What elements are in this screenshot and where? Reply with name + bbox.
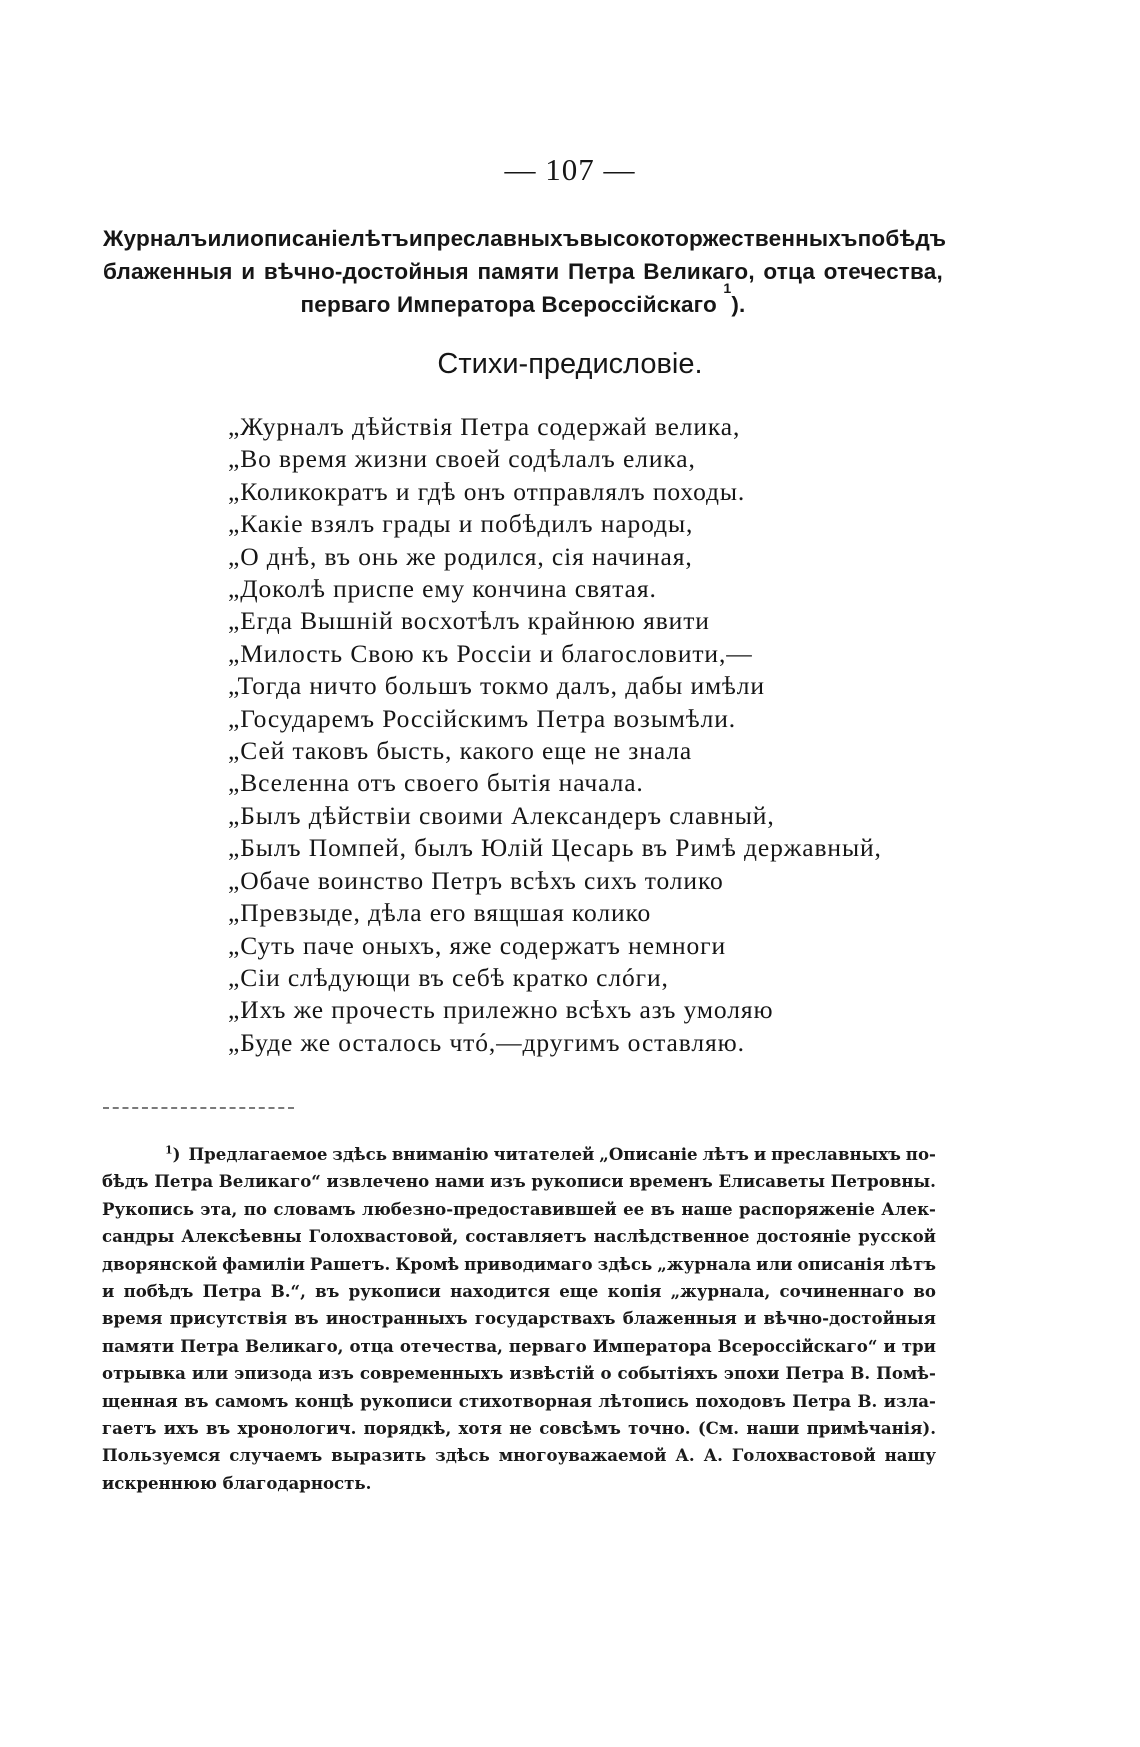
word: Великаго, — [245, 1335, 344, 1356]
word: три — [901, 1335, 936, 1356]
word: Предлагаемое — [188, 1144, 328, 1164]
word: точно. — [628, 1418, 691, 1439]
word: или — [191, 1363, 229, 1384]
word: присутствія — [169, 1308, 288, 1329]
word: памяти — [102, 1335, 175, 1356]
word: Рашетъ. — [309, 1253, 391, 1274]
poem-line: „Былъ дѣйствіи своими Александеръ славный, — [228, 800, 775, 830]
word: Помѣ- — [876, 1363, 936, 1384]
footnote-line: искреннюю благодарность. — [102, 1472, 372, 1493]
word: ее — [623, 1198, 645, 1219]
word: временъ — [629, 1171, 713, 1192]
word: наслѣдственное — [593, 1226, 750, 1247]
word: Пользуемся — [102, 1445, 221, 1466]
word: стихотворная — [458, 1390, 593, 1411]
word: самомъ — [214, 1390, 289, 1411]
footnote-line — [102, 1196, 936, 1223]
word: приводимаго — [464, 1253, 593, 1274]
word: здѣсь — [332, 1144, 387, 1164]
word: по- — [905, 1144, 936, 1164]
word: „журнала — [657, 1253, 752, 1274]
word: копія — [607, 1281, 662, 1302]
footnote-line — [102, 1415, 936, 1442]
word: В. — [857, 1390, 878, 1411]
word: сандры — [102, 1226, 175, 1247]
word: щенная — [102, 1390, 178, 1411]
word: Всероссійскаго“ — [717, 1335, 878, 1356]
poem-line: „Сіи слѣдующи въ себѣ кратко слóги, — [228, 962, 669, 992]
word: хотя — [458, 1418, 502, 1439]
word: хронологич. — [237, 1418, 357, 1439]
word: описаніе — [250, 226, 351, 251]
word: лѣтопись — [598, 1390, 689, 1411]
poem-line: „Сей таковъ бысть, какого еще не знала — [228, 736, 693, 766]
word: гаетъ — [102, 1418, 157, 1439]
poem-line: „Буде же осталось чтó,—другимъ оставляю. — [228, 1027, 745, 1057]
word: рукописи — [531, 1171, 624, 1192]
word: извлечено — [326, 1171, 430, 1192]
word: походовъ — [695, 1390, 786, 1411]
word: здѣсь — [597, 1253, 653, 1274]
title-line-3-text: перваго Императора Всероссійскаго — [300, 292, 717, 317]
word: извѣстій — [509, 1363, 595, 1384]
word: рукописи — [348, 1281, 441, 1302]
footnote-line — [102, 1278, 936, 1305]
word: Императора — [592, 1335, 712, 1356]
word: и — [883, 1335, 896, 1356]
poem-line: „Государемъ Россійскимъ Петра возымѣли. — [228, 703, 737, 733]
section-title: Стихи-предисловіе. — [437, 348, 703, 380]
word: Петра — [785, 1363, 845, 1384]
word: (См. — [697, 1418, 740, 1439]
word: наши — [746, 1418, 800, 1439]
word: русской — [858, 1226, 936, 1247]
word: Алек- — [881, 1198, 936, 1219]
footnote-marker — [165, 1141, 181, 1168]
footnote-marker-number: 1 — [165, 1143, 173, 1157]
footnote-line-text — [189, 1141, 936, 1168]
poem-line: „Милость Свою къ Россіи и благословити,— — [228, 638, 753, 668]
word: по — [243, 1198, 267, 1219]
word: въ — [184, 1390, 209, 1411]
poem-line: „Во время жизни своей содѣлалъ елика, — [228, 444, 696, 474]
footnote-line — [102, 1251, 936, 1278]
word: государствахъ — [474, 1308, 616, 1329]
word: о — [600, 1363, 612, 1384]
word: В. — [850, 1363, 871, 1384]
word: Петра — [154, 1171, 214, 1192]
word: любезно-предоставившей — [362, 1198, 617, 1219]
word: отца — [763, 259, 816, 284]
word: въ — [315, 1281, 340, 1302]
word: эта, — [200, 1198, 238, 1219]
word: отечества, — [399, 1335, 503, 1356]
word: въ — [294, 1308, 319, 1329]
word: Великаго“ — [218, 1171, 321, 1192]
word: словамъ — [273, 1198, 356, 1219]
word: распоряженіе — [739, 1198, 875, 1219]
word: современныхъ — [359, 1363, 504, 1384]
word: наше — [681, 1198, 733, 1219]
poem-line: „Коликократъ и гдѣ онъ отправлялъ походы. — [228, 476, 746, 506]
footnote-marker-paren: ) — [172, 1144, 181, 1164]
word: блаженныя — [622, 1308, 737, 1329]
page-number: — 107 — — [504, 152, 636, 187]
word: Голохвастовой, — [308, 1226, 459, 1247]
footnote — [102, 1141, 936, 1497]
word: и — [102, 1281, 115, 1302]
footnote-line — [102, 1168, 936, 1195]
word: В.“, — [270, 1281, 306, 1302]
word: Кромѣ — [395, 1253, 460, 1274]
word: иностранныхъ — [325, 1308, 468, 1329]
word: не — [509, 1418, 532, 1439]
word: дворянской — [102, 1253, 218, 1274]
word: сочиненнаго — [779, 1281, 905, 1302]
word: и — [753, 1144, 767, 1164]
word: нами — [434, 1171, 485, 1192]
word: читателей — [493, 1144, 595, 1164]
word: описанія — [797, 1253, 885, 1274]
word: памяти — [477, 259, 560, 284]
word: случаемъ — [229, 1445, 323, 1466]
word: перваго — [508, 1335, 587, 1356]
footnote-line — [102, 1333, 936, 1360]
word: порядкѣ, — [363, 1418, 452, 1439]
word: нашу — [884, 1445, 936, 1466]
word: „Описаніе — [599, 1144, 698, 1164]
poem-line: „Вселенна отъ своего бытія начала. — [228, 768, 644, 798]
footnote-line — [102, 1305, 936, 1332]
word: во — [913, 1281, 936, 1302]
word: изъ — [490, 1171, 526, 1192]
word: вѣчно-достойныя — [763, 1308, 936, 1329]
word: лѣтъ — [350, 226, 409, 251]
poem-line: „Ихъ же прочесть прилежно всѣхъ азъ умоляю — [228, 995, 774, 1025]
word: А. — [703, 1445, 723, 1466]
word: время — [102, 1308, 163, 1329]
word: достояніе — [756, 1226, 852, 1247]
word: вниманію — [391, 1144, 489, 1164]
poem-line: „Егда Вышній восхотѣлъ крайнюю явити — [228, 606, 710, 636]
word: событіяхъ — [617, 1363, 718, 1384]
word: лѣтъ — [702, 1144, 749, 1164]
poem-line: „Тогда ничто больш͏ъ токмо далъ, дабы имѣли — [228, 671, 765, 701]
word: изъ — [318, 1363, 354, 1384]
word: побѣдъ — [123, 1281, 194, 1302]
word: примѣчанія). — [806, 1418, 936, 1439]
poem-line: „Превзыде, дѣла его вящшая колико — [228, 898, 652, 928]
poem-line: „Обаче воинство Петръ всѣхъ сихъ толико — [228, 865, 724, 895]
word: совсѣмъ — [539, 1418, 621, 1439]
word: вѣчно-достойныя — [263, 259, 469, 284]
title-line-2 — [103, 255, 943, 288]
footnote-line — [102, 1141, 936, 1168]
word: А. — [675, 1445, 695, 1466]
word: отрывка — [102, 1363, 186, 1384]
word: эпизода — [234, 1363, 313, 1384]
word: высокоторжественныхъ — [579, 226, 858, 251]
word: выразить — [331, 1445, 427, 1466]
word: блаженныя — [103, 259, 233, 284]
word: находится — [450, 1281, 550, 1302]
word: „журнала, — [670, 1281, 771, 1302]
word: рукописи — [360, 1390, 453, 1411]
footnote-separator — [103, 1107, 294, 1109]
poem-line: „Доколѣ приспе ему кончина святая. — [228, 574, 657, 604]
poem-line: „Былъ Помпей, былъ Юлій Цесарь въ Римѣ державный, — [228, 833, 882, 863]
poem-line: „О днѣ, въ онь же родился, сія начиная, — [228, 541, 693, 571]
word: Петра — [202, 1281, 262, 1302]
word: бѣдъ — [102, 1171, 149, 1192]
word: Журналъ — [103, 226, 208, 251]
word: фамиліи — [222, 1253, 305, 1274]
word: составляетъ — [465, 1226, 587, 1247]
word: Рукопись — [102, 1198, 194, 1219]
word: и — [408, 226, 423, 251]
word: или — [756, 1253, 793, 1274]
word: преславныхъ — [422, 226, 580, 251]
word: Алексѣевны — [181, 1226, 302, 1247]
word: побѣдъ — [857, 226, 947, 251]
title-line-3 — [103, 280, 943, 321]
word: въ — [205, 1418, 231, 1439]
word: Великаго, — [643, 259, 755, 284]
word: преславныхъ — [771, 1144, 901, 1164]
word: лѣтъ — [889, 1253, 936, 1274]
footnote-line — [102, 1223, 936, 1250]
poem-line: „Какіе взялъ грады и побѣдилъ народы, — [228, 509, 694, 539]
poem — [228, 411, 928, 1059]
word: Петра — [792, 1390, 852, 1411]
word: и — [744, 1308, 757, 1329]
word: Петровны. — [830, 1171, 936, 1192]
word: здѣсь — [435, 1445, 490, 1466]
document-title — [103, 222, 947, 321]
word: Голохвастовой — [731, 1445, 876, 1466]
word: концѣ — [294, 1390, 354, 1411]
word: изла- — [883, 1390, 936, 1411]
word: Петра — [568, 259, 635, 284]
word: еще — [559, 1281, 599, 1302]
poem-line: „Суть паче оныхъ, яже содержатъ немноги — [228, 930, 727, 960]
word: Петра — [180, 1335, 240, 1356]
footnote-line — [102, 1360, 936, 1387]
title-line-3-end: ). — [731, 292, 746, 317]
word: въ — [650, 1198, 675, 1219]
word: Елисаветы — [718, 1171, 825, 1192]
footnote-line — [102, 1388, 936, 1415]
word: отца — [349, 1335, 394, 1356]
word: отечества, — [823, 259, 943, 284]
word: многоуважаемой — [498, 1445, 667, 1466]
poem-line: „Журналъ дѣйствія Петра содержай велика, — [228, 412, 741, 441]
word: эпохи — [723, 1363, 780, 1384]
title-footnote-reference[interactable]: 1 — [723, 280, 732, 296]
title-line-1 — [103, 222, 947, 255]
word: ихъ — [163, 1418, 199, 1439]
footnote-line — [102, 1442, 936, 1469]
word: и — [241, 259, 256, 284]
word: или — [207, 226, 251, 251]
